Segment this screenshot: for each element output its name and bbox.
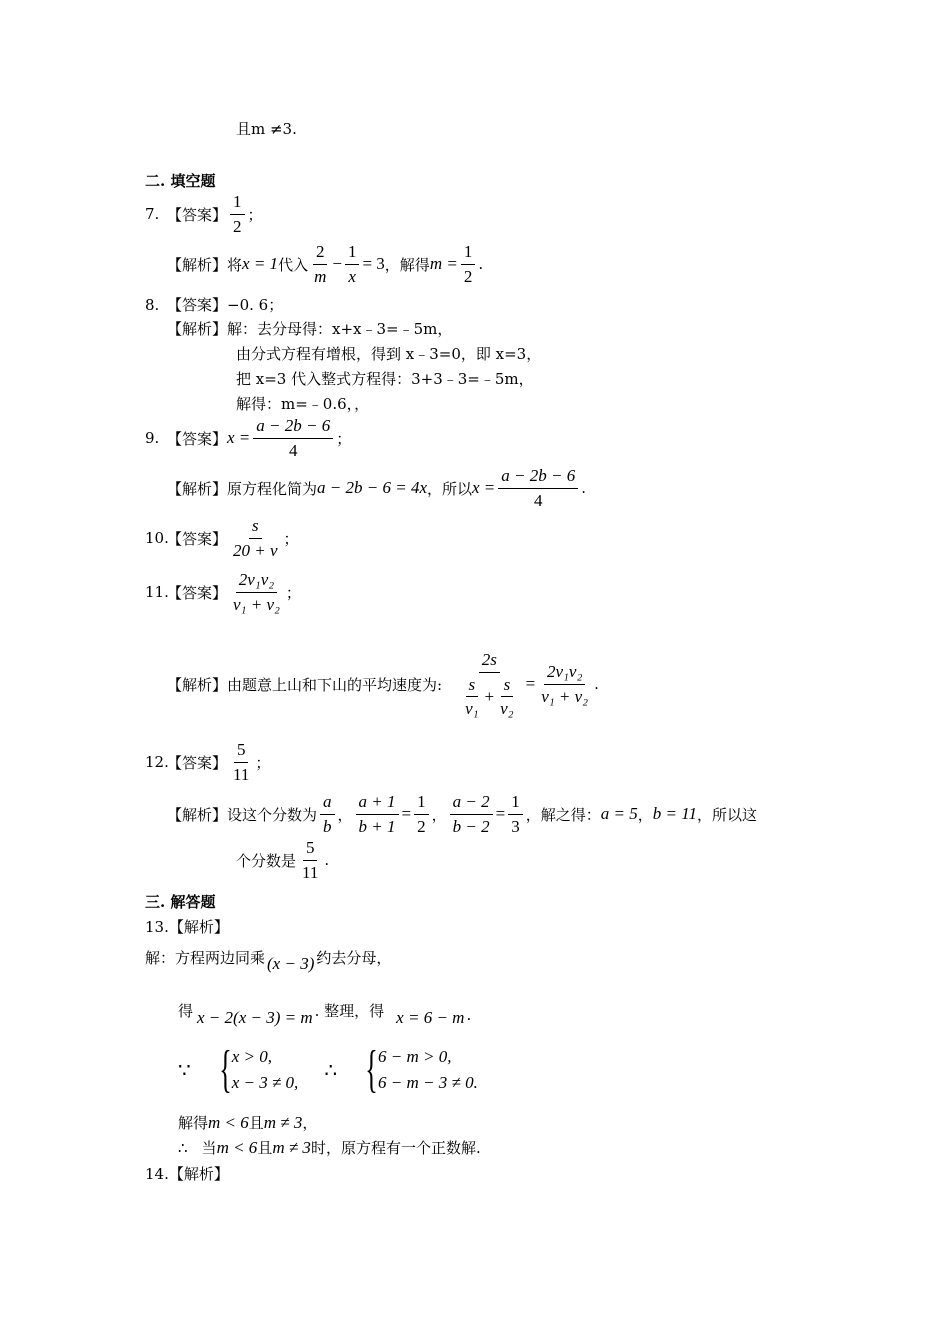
denominator: v₁ + v₂ — [541, 686, 589, 706]
left-brace: { — [218, 1041, 232, 1098]
denominator: 11 — [233, 764, 250, 784]
denominator: x — [348, 266, 356, 286]
fraction — [538, 662, 591, 706]
system-rows — [378, 1044, 478, 1096]
answer-label: 【答案】 — [167, 529, 228, 548]
numerator: a − 2b − 6 — [498, 466, 578, 489]
q12-answer — [145, 740, 270, 784]
numerator: 1 — [230, 192, 245, 215]
analysis-text: ，所以 — [427, 479, 473, 498]
q10-number: 10. — [145, 529, 169, 548]
analysis-label: 【解析】 — [167, 320, 228, 338]
math-expr: m < 6 — [216, 1137, 258, 1157]
section-title-fill-blank: 二. 填空题 — [145, 172, 216, 190]
q12-analysis — [167, 792, 757, 836]
numerator: 1 — [345, 242, 360, 265]
analysis-text: 设这个分数为 — [227, 805, 318, 824]
denominator: 3 — [511, 816, 520, 836]
analysis-text: 解：去分母得：x+x﹣3=﹣5m， — [227, 320, 453, 338]
solution-text: . 整理，得 — [314, 1001, 385, 1020]
analysis-text: ，解之得： — [525, 805, 601, 824]
q14-label: 14.【解析】 — [145, 1165, 229, 1183]
math-expr: = 3 — [362, 254, 385, 274]
complex-fraction — [456, 650, 523, 719]
section-title-solve: 三. 解答题 — [145, 893, 216, 911]
analysis-text: 原方程化简为 — [227, 479, 318, 498]
denominator: 4 — [289, 440, 298, 460]
numerator: s — [501, 675, 514, 698]
math-expr: x = 1 — [242, 254, 279, 274]
math-expr: (x − 3) — [267, 954, 315, 973]
math-expr: x = — [472, 478, 496, 498]
analysis-text: 代入 — [278, 255, 309, 274]
fraction — [320, 792, 335, 836]
numerator: 2v₁v₂ — [236, 570, 277, 593]
q8-analysis-line-1 — [167, 318, 452, 339]
semicolon: ； — [285, 583, 301, 602]
q11-answer-fraction — [230, 570, 283, 614]
numerator: 1 — [414, 792, 429, 815]
fraction — [414, 792, 429, 836]
denominator: v₁ + v₂ — [233, 594, 280, 614]
numerator: s — [466, 675, 479, 698]
denominator: b − 2 — [452, 816, 490, 836]
period: . — [478, 255, 484, 274]
numerator: 2v₁v₂ — [544, 662, 585, 685]
q8-answer-value: −0. 6； — [227, 296, 284, 314]
analysis-label: 【解析】 — [167, 479, 228, 498]
q8-analysis-line-3: 把 x=3 代入整式方程得：3+3﹣3=﹣5m， — [236, 370, 534, 388]
fraction — [498, 466, 578, 510]
math-op: − — [332, 254, 342, 274]
analysis-text: ，解得 — [384, 255, 430, 274]
fraction — [311, 242, 329, 286]
math-expr: m = — [429, 254, 458, 274]
inequality-system — [359, 1041, 478, 1098]
comma: ， — [302, 1114, 318, 1132]
therefore-symbol: ∴ — [324, 1058, 338, 1082]
denominator: v₁ — [465, 699, 479, 719]
denominator: 2 — [417, 816, 426, 836]
numerator: s — [249, 516, 262, 539]
solution-text: 当 — [201, 1139, 217, 1157]
q11-analysis — [167, 650, 599, 719]
q8-number: 8. — [145, 295, 160, 314]
denominator: v₂ — [500, 699, 514, 719]
analysis-label: 【解析】 — [167, 255, 228, 274]
q8-analysis-line-2: 由分式方程有增根，得到 x﹣3=0，即 x=3， — [236, 345, 542, 363]
analysis-text: 由题意上山和下山的平均速度为: — [227, 675, 443, 694]
solution-text: 约去分母， — [316, 948, 392, 967]
math-expr: a − 2b − 6 = 4x — [317, 478, 427, 498]
solution-text: 且 — [248, 1114, 264, 1132]
numerator: 1 — [461, 242, 476, 265]
fraction — [450, 792, 493, 836]
fraction — [299, 838, 321, 882]
denominator — [456, 673, 523, 719]
fraction — [497, 675, 516, 719]
math-expr: a = 5 — [600, 804, 638, 824]
denominator: 4 — [534, 490, 543, 510]
comma: ， — [337, 805, 353, 824]
q12-number: 12. — [145, 753, 169, 772]
numerator: 2s — [479, 650, 500, 673]
denominator: 2 — [233, 216, 242, 236]
answer-label: 【答案】 — [167, 296, 228, 314]
math-expr: x = 6 − m — [396, 1008, 465, 1027]
system-rows — [232, 1044, 299, 1096]
analysis-text: ，所以这 — [696, 805, 757, 824]
denominator: 2 — [463, 266, 473, 286]
denominator: 11 — [302, 862, 319, 882]
fraction — [462, 675, 481, 719]
math-op: = — [525, 674, 536, 694]
q7-answer — [145, 192, 263, 236]
system-row: x − 3 ≠ 0, — [231, 1073, 299, 1092]
math-op: = — [401, 804, 412, 824]
q8-answer — [145, 294, 283, 315]
math-expr: m < 6 — [208, 1112, 249, 1132]
denominator: b + 1 — [358, 816, 396, 836]
q10-answer-fraction — [230, 516, 281, 560]
answer-label: 【答案】 — [167, 753, 228, 772]
numerator: 5 — [234, 740, 249, 763]
fraction — [356, 792, 399, 836]
q10-answer — [145, 516, 299, 560]
q7-analysis — [167, 242, 483, 286]
q9-number: 9. — [145, 429, 160, 448]
semicolon: ； — [283, 529, 299, 548]
q13-line-3 — [178, 1041, 482, 1098]
q9-analysis — [167, 466, 586, 510]
q13-line-1 — [145, 940, 391, 974]
q7-number: 7. — [145, 205, 160, 224]
math-expr: x − 2(x − 3) = m — [197, 1008, 313, 1027]
q13-line-4 — [178, 1112, 317, 1133]
semicolon: ； — [247, 205, 263, 224]
analysis-text: 将 — [227, 255, 243, 274]
math-expr: m ≠ 3 — [263, 1112, 303, 1132]
math-expr: m ≠ 3 — [272, 1137, 311, 1157]
analysis-label: 【解析】 — [167, 805, 228, 824]
inequality-system — [213, 1041, 299, 1098]
numerator: a − 2 — [450, 792, 493, 815]
denominator: 20 + v — [233, 540, 278, 560]
q8-analysis-line-4: 解得：m=﹣0.6，， — [236, 395, 370, 413]
math-op: = — [495, 804, 506, 824]
q11-number: 11. — [145, 583, 169, 602]
therefore-symbol: ∴ — [178, 1138, 188, 1157]
analysis-label: 【解析】 — [167, 675, 228, 694]
semicolon: ； — [255, 753, 271, 772]
condition-text: 且m ≠3. — [236, 120, 297, 138]
math-expr: b = 11 — [652, 804, 697, 824]
math-expr: x = — [227, 428, 251, 448]
numerator: 5 — [303, 838, 318, 861]
semicolon: ； — [336, 429, 352, 448]
numerator: a + 1 — [356, 792, 399, 815]
comma: ， — [637, 805, 653, 824]
answer-label: 【答案】 — [167, 429, 228, 448]
comma: ， — [431, 805, 447, 824]
solution-text: 得 — [178, 1001, 194, 1020]
left-brace: { — [365, 1041, 378, 1098]
numerator: a — [320, 792, 335, 815]
numerator: 1 — [508, 792, 523, 815]
q12-answer-fraction — [230, 740, 252, 784]
solution-text: 解：方程两边同乘 — [145, 948, 266, 967]
numerator: 2 — [313, 242, 328, 265]
numerator: a − 2b − 6 — [253, 416, 333, 439]
solution-text: 解得 — [178, 1114, 209, 1132]
q11-answer — [145, 570, 301, 614]
answer-label: 【答案】 — [167, 205, 228, 224]
because-symbol: ∵ — [178, 1058, 191, 1082]
q9-answer-fraction — [253, 416, 333, 460]
system-row: 6 − m > 0, — [378, 1047, 452, 1066]
period: . — [466, 1006, 472, 1024]
period: . — [594, 675, 599, 694]
fraction — [508, 792, 523, 836]
period: . — [581, 479, 587, 498]
answer-label: 【答案】 — [167, 583, 228, 602]
fraction — [345, 242, 360, 286]
denominator: m — [314, 266, 327, 286]
q13-line-2 — [178, 992, 471, 1028]
q13-label: 13.【解析】 — [145, 918, 229, 936]
system-row: 6 − m − 3 ≠ 0. — [378, 1073, 478, 1092]
fraction — [461, 242, 476, 286]
solution-text: 且 — [257, 1139, 273, 1157]
analysis-text: 个分数是 — [236, 851, 297, 870]
system-row: x > 0, — [231, 1047, 272, 1066]
q7-answer-fraction — [230, 192, 245, 236]
math-op: + — [484, 686, 495, 706]
q13-line-5 — [178, 1137, 481, 1158]
period: . — [324, 851, 330, 870]
denominator: b — [323, 816, 332, 836]
q9-answer — [145, 416, 351, 460]
q12-analysis-cont — [236, 838, 329, 882]
solution-text: 时，原方程有一个正数解. — [310, 1139, 481, 1157]
condition-line — [236, 118, 297, 139]
